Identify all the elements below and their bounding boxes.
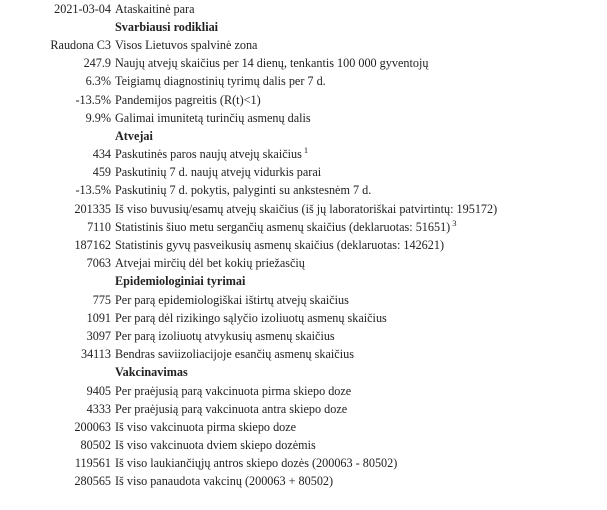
indicator-value: 119561 (74, 456, 111, 471)
indicator-label-cell (112, 473, 607, 491)
indicator-row (0, 255, 607, 273)
indicator-row (0, 182, 607, 200)
indicator-row (0, 382, 607, 400)
indicator-row (0, 418, 607, 436)
indicator-row (0, 91, 607, 109)
indicator-value: 6.3% (85, 74, 111, 89)
indicator-value: 280565 (74, 474, 111, 489)
section-title: Epidemiologiniai tyrimai (115, 274, 246, 289)
indicator-label: Per praėjusią parą vakcinuota antra skiepo doze (115, 401, 348, 416)
indicator-label: Naujų atvejų skaičius per 14 dienų, tenkantis 100 000 gyventojų (115, 56, 429, 71)
indicator-label: Per parą epidemiologiškai ištirtų atvejų skaičius (115, 292, 349, 307)
indicator-label-cell (112, 109, 607, 127)
indicator-label: Statistinis šiuo metu sergančių asmenų skaičius (deklaruotas: 51651) (115, 219, 451, 234)
indicator-row (0, 400, 607, 418)
indicator-value: -13.5% (75, 183, 111, 198)
indicator-label: Paskutinės paros naujų atvejų skaičius (115, 147, 302, 162)
indicator-value: -13.5% (75, 92, 111, 107)
indicator-value: Raudona C3 (50, 37, 111, 52)
indicator-value: 34113 (80, 347, 111, 362)
indicator-value: 7110 (87, 219, 111, 234)
section-header-vakcinavimas (0, 364, 607, 382)
indicator-label-cell (112, 182, 607, 200)
section-header-epidemiologiniai-tyrimai (0, 273, 607, 291)
indicator-row (0, 55, 607, 73)
indicator-value: 3097 (86, 328, 111, 343)
indicator-label: Iš viso vakcinuota pirma skiepo doze (115, 419, 297, 434)
section-spacer (0, 273, 112, 291)
indicator-value: 4333 (86, 401, 111, 416)
indicator-value: 459 (92, 165, 111, 180)
indicator-label-cell (112, 164, 607, 182)
indicator-value: 7063 (86, 256, 111, 271)
indicator-label: Per praėjusią parą vakcinuota pirma skiepo doze (115, 383, 352, 398)
indicator-label: Iš viso buvusių/esamų atvejų skaičius (iš jų laboratoriškai patvirtintų: 195172) (115, 201, 498, 216)
indicator-row (0, 327, 607, 345)
indicator-label-cell (112, 236, 607, 254)
indicator-value: 187162 (74, 238, 111, 253)
indicator-label: Galimai imunitetą turinčių asmenų dalis (115, 110, 311, 125)
indicator-row (0, 455, 607, 473)
indicator-value: 247.9 (83, 56, 111, 71)
indicator-label: Paskutinių 7 d. pokytis, palyginti su ankstesnėm 7 d. (115, 183, 372, 198)
indicator-label-cell (112, 55, 607, 73)
indicator-label-cell (112, 346, 607, 364)
indicator-label-cell (112, 255, 607, 273)
indicator-label: Iš viso vakcinuota dviem skiepo dozėmis (115, 438, 316, 453)
indicator-label: Pandemijos pagreitis (R(t)<1) (115, 92, 261, 107)
indicator-value: 80502 (80, 438, 111, 453)
section-title: Svarbiausi rodikliai (115, 19, 219, 34)
indicator-label: Atvejai mirčių dėl bet kokių priežasčių (115, 256, 305, 271)
section-spacer (0, 127, 112, 145)
indicator-row (0, 309, 607, 327)
indicator-row (0, 109, 607, 127)
indicator-label-cell (112, 146, 607, 164)
indicator-label: Statistinis gyvų pasveikusių asmenų skaičius (deklaruotas: 142621) (115, 238, 445, 253)
footnote-marker: 3 (452, 218, 457, 228)
indicator-label: Paskutinių 7 d. naujų atvejų vidurkis parai (115, 165, 322, 180)
indicator-row (0, 73, 607, 91)
indicator-label-cell (112, 455, 607, 473)
footnote-marker: 1 (303, 145, 309, 156)
report-header-row (0, 0, 607, 18)
indicator-label-cell (112, 291, 607, 309)
indicator-row (0, 200, 607, 218)
section-header-svarbiausi-rodikliai (0, 18, 607, 36)
report-date: 2021-03-04 (54, 1, 111, 16)
indicator-row (0, 164, 607, 182)
indicator-label-cell (112, 400, 607, 418)
section-spacer (0, 364, 112, 382)
indicator-label: Per parą izoliuotų atvykusių asmenų skaičius (115, 328, 335, 343)
indicator-label: Iš viso panaudota vakcinų (200063 + 80502) (115, 474, 334, 489)
indicator-label-cell (112, 73, 607, 91)
indicator-value: 201335 (74, 201, 111, 216)
indicator-label-cell (112, 382, 607, 400)
indicator-label-cell (112, 418, 607, 436)
indicator-label: Per parą dėl rizikingo sąlyčio izoliuotų asmenų skaičius (115, 310, 387, 325)
indicator-value: 9405 (86, 383, 111, 398)
section-title: Vakcinavimas (115, 365, 188, 380)
report-title: Ataskaitinė para (115, 1, 195, 16)
indicator-label: Iš viso laukiančiųjų antros skiepo dozės (200063 - 80502) (115, 456, 398, 471)
indicator-row (0, 291, 607, 309)
indicator-row (0, 146, 607, 164)
indicator-label-cell (112, 91, 607, 109)
indicator-row (0, 218, 607, 236)
indicator-row (0, 437, 607, 455)
indicator-value: 434 (92, 147, 111, 162)
indicator-label-cell (112, 36, 607, 54)
indicator-label-cell (112, 309, 607, 327)
indicator-label-cell (112, 218, 607, 236)
indicator-row (0, 346, 607, 364)
indicator-value: 775 (92, 292, 111, 307)
indicator-label-cell (112, 437, 607, 455)
section-title: Atvejai (115, 128, 153, 143)
indicator-row (0, 36, 607, 54)
indicator-label-cell (112, 200, 607, 218)
indicator-label-cell (112, 327, 607, 345)
indicator-value: 9.9% (85, 110, 111, 125)
indicator-label: Teigiamų diagnostinių tyrimų dalis per 7 d. (115, 74, 326, 89)
indicator-row (0, 473, 607, 491)
section-spacer (0, 18, 112, 36)
section-header-atvejai (0, 127, 607, 145)
indicator-row (0, 236, 607, 254)
indicator-label: Visos Lietuvos spalvinė zona (115, 37, 258, 52)
indicator-label: Bendras saviizoliacijoje esančių asmenų skaičius (115, 347, 354, 362)
indicator-value: 1091 (86, 310, 111, 325)
indicator-value: 200063 (74, 419, 111, 434)
